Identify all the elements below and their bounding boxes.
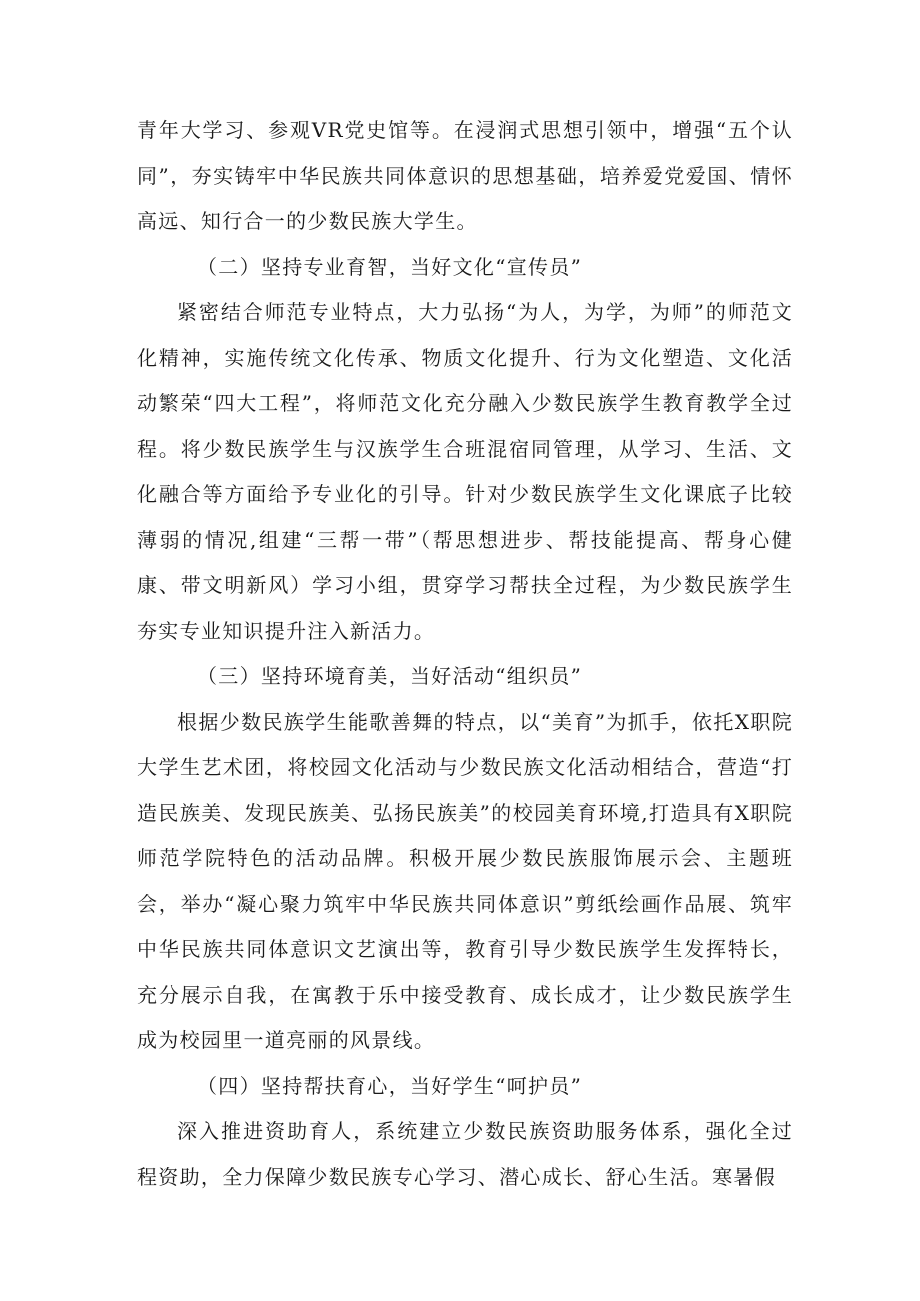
paragraph-professional-education: 紧密结合师范专业特点，大力弘扬“为人，为学，为师”的师范文化精神，实施传统文化传承、物质文化提升、行为文化塑造、文化活动繁荣“四大工程”，将师范文化充分融入少数民族学生教育教学全过程。将少数民族学生与汉族学生合班混宿同管理，从学习、生活、文化融合等方面给予专业化的引导。针对少数民族学生文化课底子比较薄弱的情况,组建“三帮一带”（帮思想进步、帮技能提高、帮身心健康、带文明新风）学习小组，贯穿学习帮扶全过程，为少数民族学生夯实专业知识提升注入新活力。: [137, 300, 793, 643]
paragraph-environment-education: 根据少数民族学生能歌善舞的特点，以“美育”为抓手，依托X职院大学生艺术团，将校园文化活动与少数民族文化活动相结合，营造“打造民族美、发现民族美、弘扬民族美”的校园美育环境,打造具有X职院师范学院特色的活动品牌。积极开展少数民族服饰展示会、主题班会，举办“凝心聚力筑牢中华民族共同体意识”剪纸绘画作品展、筑牢中华民族共同体意识文艺演出等，教育引导少数民族学生发挥特长，充分展示自我，在寓教于乐中接受教育、成长成才，让少数民族学生成为校园里一道亮丽的风景线。: [137, 709, 793, 1052]
section-heading-2: （二）坚持专业育智，当好文化“宣传员”: [197, 254, 583, 279]
paragraph-continued-intro: 青年大学习、参观VR党史馆等。在浸润式思想引领中，增强“五个认同”，夯实铸牢中华民族共同体意识的思想基础，培养爱党爱国、情怀高远、知行合一的少数民族大学生。: [137, 118, 793, 233]
document-body: [137, 108, 793, 1200]
section-heading-3: （三）坚持环境育美，当好活动“组织员”: [197, 664, 583, 688]
section-heading-4: （四）坚持帮扶育心，当好学生“呵护员”: [197, 1073, 583, 1098]
paragraph-support-education: 深入推进资助育人，系统建立少数民族资助服务体系，强化全过程资助，全力保障少数民族专心学习、潜心成长、舒心生活。寒暑假: [137, 1119, 793, 1189]
